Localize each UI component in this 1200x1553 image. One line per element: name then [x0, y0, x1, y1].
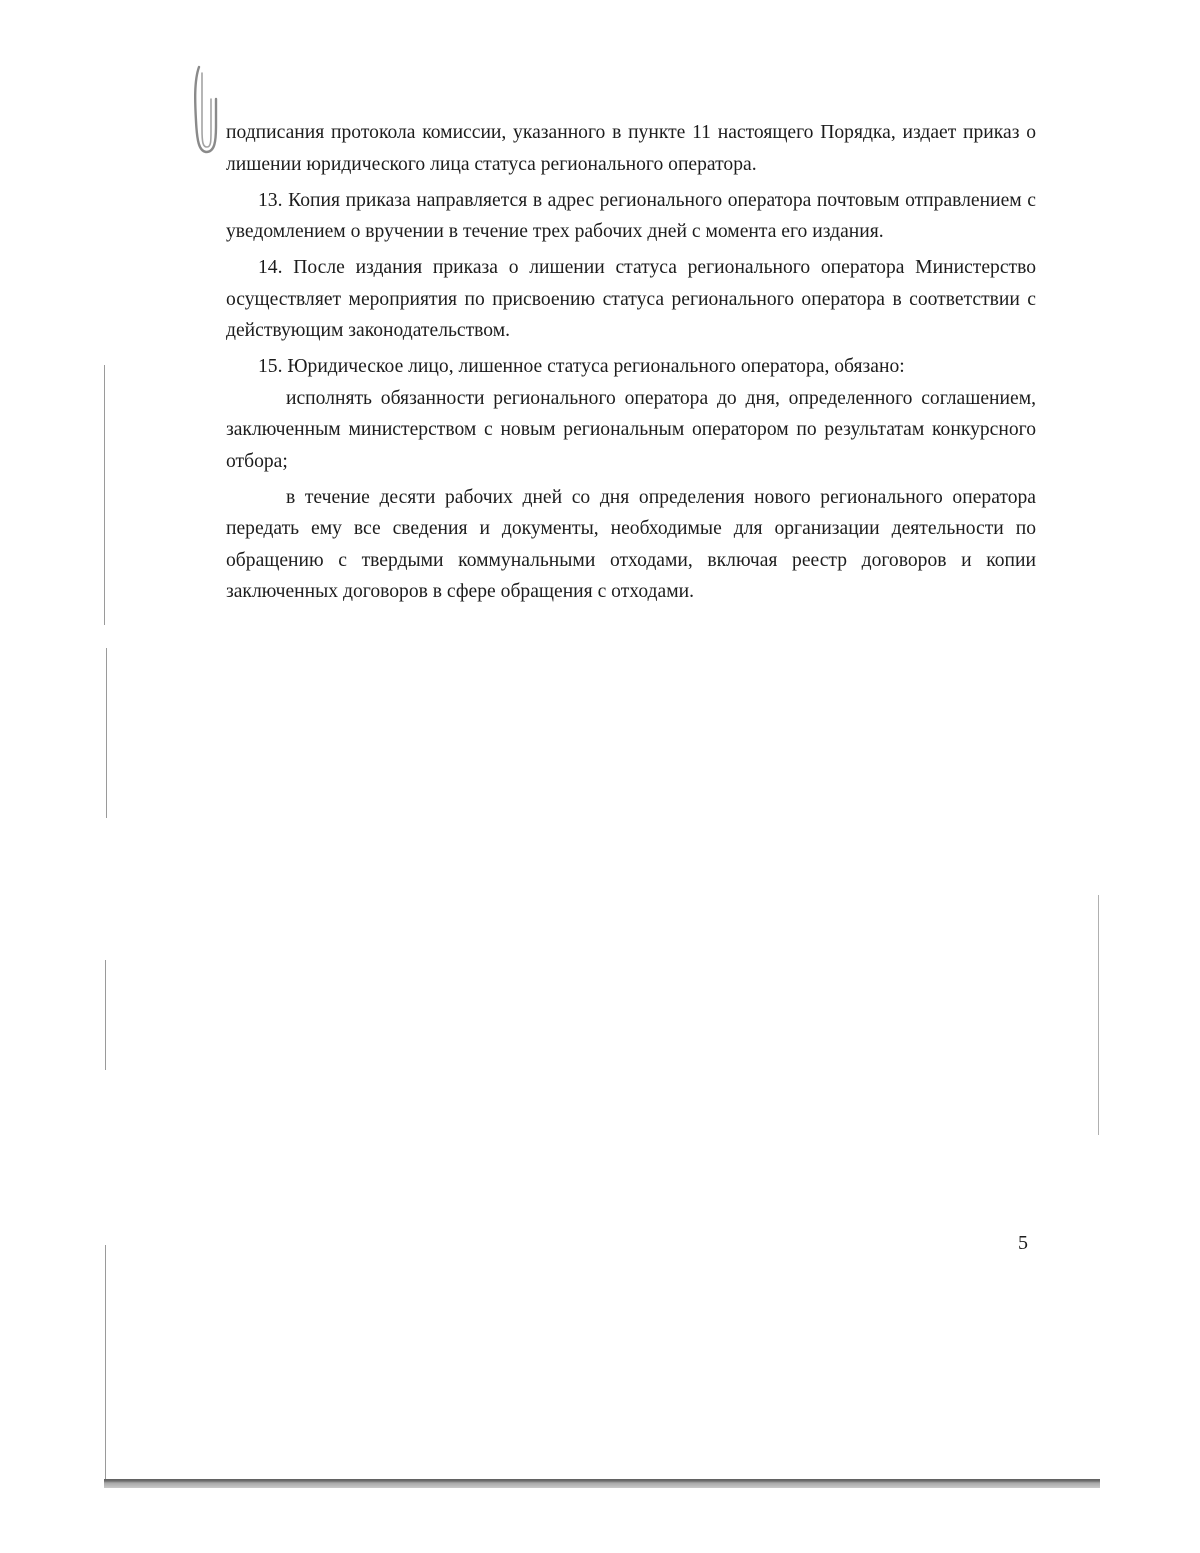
- scan-edge-left-3: [105, 960, 106, 1070]
- scan-edge-left-2: [106, 648, 107, 818]
- paragraph-continuation: подписания протокола комиссии, указанного в пункте 11 настоящего Порядка, издает приказ о лишении юридического лица статуса регионального оператора.: [226, 122, 1036, 175]
- paragraph-15-item-2: в течение десяти рабочих дней со дня определения нового регионального оператора передать ему все сведения и документы, необходимые для организации деятельности по обращению с твердыми коммунальными отходами, включая реестр договоров и копии заключенных договоров в сфере обращения с отходами.: [226, 486, 1036, 602]
- paragraph-15: 15. Юридическое лицо, лишенное статуса регионального оператора, обязано:: [258, 356, 905, 377]
- scan-edge-left-4: [105, 1245, 106, 1480]
- paragraph-15-item-1: исполнять обязанности регионального оператора до дня, определенного соглашением, заключенным министерством с новым региональным оператором по результатам конкурсного отбора;: [226, 387, 1036, 472]
- page-number: 5: [1018, 1232, 1028, 1254]
- scan-edge-bottom: [104, 1479, 1100, 1488]
- scan-edge-left-1: [104, 365, 105, 625]
- document-body: [226, 117, 1036, 612]
- scan-edge-right: [1098, 895, 1099, 1135]
- paragraph-13: 13. Копия приказа направляется в адрес регионального оператора почтовым отправлением с уведомлением о вручении в течение трех рабочих дней с момента его издания.: [226, 189, 1036, 242]
- paperclip-icon: [189, 63, 223, 157]
- paragraph-14: 14. После издания приказа о лишении статуса регионального оператора Министерство осуществляет мероприятия по присвоению статуса регионального оператора в соответствии с действующим законодательством.: [226, 257, 1036, 341]
